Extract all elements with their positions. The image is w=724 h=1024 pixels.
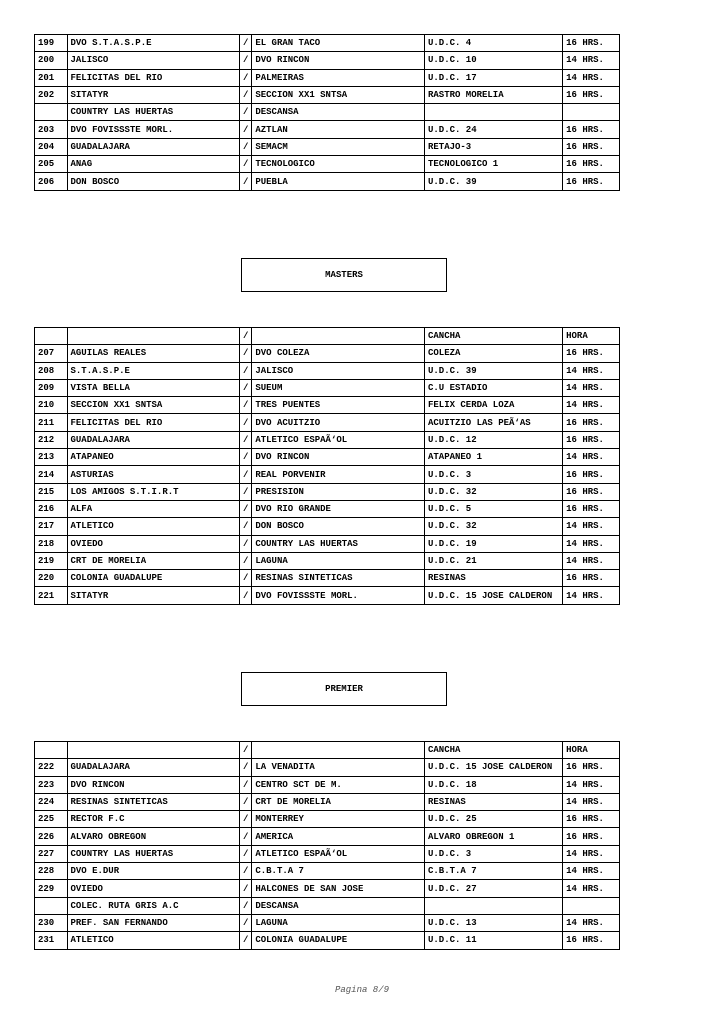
kickoff-time: HORA xyxy=(563,328,620,345)
away-team: CRT DE MORELIA xyxy=(252,793,425,810)
match-number: 218 xyxy=(35,535,68,552)
table-row xyxy=(35,776,620,793)
versus-separator: / xyxy=(240,104,252,121)
kickoff-time: 16 HRS. xyxy=(563,431,620,448)
versus-separator: / xyxy=(240,345,252,362)
venue xyxy=(425,897,563,914)
table-row xyxy=(35,138,620,155)
match-number xyxy=(35,897,68,914)
versus-separator: / xyxy=(240,362,252,379)
kickoff-time: 14 HRS. xyxy=(563,863,620,880)
versus-separator: / xyxy=(240,414,252,431)
table-row xyxy=(35,793,620,810)
table-row xyxy=(35,173,620,190)
match-number: 215 xyxy=(35,483,68,500)
table-row xyxy=(35,587,620,604)
versus-separator: / xyxy=(240,863,252,880)
match-number: 213 xyxy=(35,449,68,466)
away-team: DESCANSA xyxy=(252,104,425,121)
away-team: JALISCO xyxy=(252,362,425,379)
versus-separator: / xyxy=(240,500,252,517)
venue: U.D.C. 3 xyxy=(425,845,563,862)
table-row xyxy=(35,397,620,414)
home-team: ATAPANEO xyxy=(67,449,240,466)
versus-separator: / xyxy=(240,69,252,86)
match-number xyxy=(35,104,68,121)
match-number: 199 xyxy=(35,35,68,52)
table-row xyxy=(35,500,620,517)
table-row xyxy=(35,345,620,362)
versus-separator: / xyxy=(240,121,252,138)
away-team xyxy=(252,742,425,759)
venue: U.D.C. 24 xyxy=(425,121,563,138)
home-team: DVO E.DUR xyxy=(67,863,240,880)
versus-separator: / xyxy=(240,173,252,190)
table-row xyxy=(35,880,620,897)
kickoff-time xyxy=(563,104,620,121)
home-team: OVIEDO xyxy=(67,535,240,552)
table-row xyxy=(35,570,620,587)
away-team: DVO RINCON xyxy=(252,52,425,69)
away-team: AZTLAN xyxy=(252,121,425,138)
venue: U.D.C. 3 xyxy=(425,466,563,483)
home-team: CRT DE MORELIA xyxy=(67,552,240,569)
kickoff-time: 16 HRS. xyxy=(563,828,620,845)
venue: U.D.C. 5 xyxy=(425,500,563,517)
table-row xyxy=(35,379,620,396)
venue: CANCHA xyxy=(425,742,563,759)
kickoff-time: 16 HRS. xyxy=(563,414,620,431)
versus-separator: / xyxy=(240,156,252,173)
match-number: 211 xyxy=(35,414,68,431)
venue: FELIX CERDA LOZA xyxy=(425,397,563,414)
match-number: 222 xyxy=(35,759,68,776)
kickoff-time: 14 HRS. xyxy=(563,793,620,810)
away-team: CENTRO SCT DE M. xyxy=(252,776,425,793)
home-team: SECCION XX1 SNTSA xyxy=(67,397,240,414)
kickoff-time: 16 HRS. xyxy=(563,121,620,138)
kickoff-time: 16 HRS. xyxy=(563,138,620,155)
away-team: LAGUNA xyxy=(252,914,425,931)
away-team: EL GRAN TACO xyxy=(252,35,425,52)
venue: U.D.C. 11 xyxy=(425,932,563,949)
home-team: COUNTRY LAS HUERTAS xyxy=(67,845,240,862)
versus-separator: / xyxy=(240,932,252,949)
home-team: AGUILAS REALES xyxy=(67,345,240,362)
away-team: SUEUM xyxy=(252,379,425,396)
table-row xyxy=(35,897,620,914)
venue: U.D.C. 39 xyxy=(425,173,563,190)
home-team: DON BOSCO xyxy=(67,173,240,190)
versus-separator: / xyxy=(240,86,252,103)
home-team: ATLETICO xyxy=(67,518,240,535)
kickoff-time: 14 HRS. xyxy=(563,880,620,897)
home-team: RECTOR F.C xyxy=(67,811,240,828)
venue: ATAPANEO 1 xyxy=(425,449,563,466)
away-team xyxy=(252,328,425,345)
match-number: 210 xyxy=(35,397,68,414)
match-number: 217 xyxy=(35,518,68,535)
table-row xyxy=(35,535,620,552)
kickoff-time xyxy=(563,897,620,914)
venue: U.D.C. 21 xyxy=(425,552,563,569)
venue: U.D.C. 15 JOSE CALDERON xyxy=(425,759,563,776)
match-number: 200 xyxy=(35,52,68,69)
table-row xyxy=(35,414,620,431)
table-row xyxy=(35,449,620,466)
versus-separator: / xyxy=(240,138,252,155)
versus-separator: / xyxy=(240,449,252,466)
away-team: COLONIA GUADALUPE xyxy=(252,932,425,949)
home-team: ANAG xyxy=(67,156,240,173)
versus-separator: / xyxy=(240,379,252,396)
away-team: ATLETICO ESPAÃ‘OL xyxy=(252,431,425,448)
match-number: 230 xyxy=(35,914,68,931)
away-team: LA VENADITA xyxy=(252,759,425,776)
home-team: COUNTRY LAS HUERTAS xyxy=(67,104,240,121)
home-team: COLONIA GUADALUPE xyxy=(67,570,240,587)
away-team: DVO RIO GRANDE xyxy=(252,500,425,517)
away-team: DON BOSCO xyxy=(252,518,425,535)
away-team: DESCANSA xyxy=(252,897,425,914)
venue: ALVARO OBREGON 1 xyxy=(425,828,563,845)
page-number: Pagina 8/9 xyxy=(334,985,389,995)
match-number: 228 xyxy=(35,863,68,880)
venue: COLEZA xyxy=(425,345,563,362)
table-row xyxy=(35,431,620,448)
home-team: SITATYR xyxy=(67,86,240,103)
kickoff-time: 14 HRS. xyxy=(563,914,620,931)
kickoff-time: 14 HRS. xyxy=(563,535,620,552)
away-team: TRES PUENTES xyxy=(252,397,425,414)
table-row xyxy=(35,811,620,828)
away-team: SEMACM xyxy=(252,138,425,155)
kickoff-time: 16 HRS. xyxy=(563,35,620,52)
match-number: 223 xyxy=(35,776,68,793)
table-row xyxy=(35,518,620,535)
venue: RESINAS xyxy=(425,570,563,587)
versus-separator: / xyxy=(240,35,252,52)
kickoff-time: 14 HRS. xyxy=(563,379,620,396)
schedule-table-masters xyxy=(34,327,620,605)
versus-separator: / xyxy=(240,742,252,759)
table-header-row xyxy=(35,742,620,759)
schedule-table-1 xyxy=(34,34,620,191)
match-number: 219 xyxy=(35,552,68,569)
versus-separator: / xyxy=(240,914,252,931)
table-row xyxy=(35,121,620,138)
kickoff-time: 14 HRS. xyxy=(563,587,620,604)
match-number: 209 xyxy=(35,379,68,396)
versus-separator: / xyxy=(240,431,252,448)
versus-separator: / xyxy=(240,518,252,535)
versus-separator: / xyxy=(240,466,252,483)
away-team: DVO RINCON xyxy=(252,449,425,466)
away-team: SECCION XX1 SNTSA xyxy=(252,86,425,103)
kickoff-time: 14 HRS. xyxy=(563,397,620,414)
table-row xyxy=(35,914,620,931)
table-row xyxy=(35,104,620,121)
home-team: GUADALAJARA xyxy=(67,759,240,776)
home-team xyxy=(67,742,240,759)
venue: C.B.T.A 7 xyxy=(425,863,563,880)
venue: U.D.C. 4 xyxy=(425,35,563,52)
section-title-masters: MASTERS xyxy=(241,258,447,292)
versus-separator: / xyxy=(240,880,252,897)
venue: U.D.C. 39 xyxy=(425,362,563,379)
home-team: SITATYR xyxy=(67,587,240,604)
away-team: RESINAS SINTETICAS xyxy=(252,570,425,587)
venue: RETAJO-3 xyxy=(425,138,563,155)
home-team: VISTA BELLA xyxy=(67,379,240,396)
kickoff-time: 16 HRS. xyxy=(563,156,620,173)
table-row xyxy=(35,362,620,379)
table-row xyxy=(35,52,620,69)
table-row xyxy=(35,483,620,500)
kickoff-time: 14 HRS. xyxy=(563,52,620,69)
match-number xyxy=(35,328,68,345)
kickoff-time: 16 HRS. xyxy=(563,500,620,517)
away-team: LAGUNA xyxy=(252,552,425,569)
venue: U.D.C. 10 xyxy=(425,52,563,69)
venue: U.D.C. 25 xyxy=(425,811,563,828)
table-row xyxy=(35,86,620,103)
venue: RASTRO MORELIA xyxy=(425,86,563,103)
versus-separator: / xyxy=(240,397,252,414)
kickoff-time: HORA xyxy=(563,742,620,759)
home-team: FELICITAS DEL RIO xyxy=(67,69,240,86)
away-team: PRESISION xyxy=(252,483,425,500)
match-number xyxy=(35,742,68,759)
home-team: ALVARO OBREGON xyxy=(67,828,240,845)
kickoff-time: 16 HRS. xyxy=(563,345,620,362)
home-team: GUADALAJARA xyxy=(67,431,240,448)
venue: U.D.C. 18 xyxy=(425,776,563,793)
match-number: 204 xyxy=(35,138,68,155)
away-team: AMERICA xyxy=(252,828,425,845)
kickoff-time: 14 HRS. xyxy=(563,518,620,535)
match-number: 206 xyxy=(35,173,68,190)
kickoff-time: 16 HRS. xyxy=(563,759,620,776)
away-team: COUNTRY LAS HUERTAS xyxy=(252,535,425,552)
table-header-row xyxy=(35,328,620,345)
venue: U.D.C. 32 xyxy=(425,518,563,535)
home-team: COLEC. RUTA GRIS A.C xyxy=(67,897,240,914)
away-team: DVO ACUITZIO xyxy=(252,414,425,431)
versus-separator: / xyxy=(240,828,252,845)
venue: C.U ESTADIO xyxy=(425,379,563,396)
table-row xyxy=(35,466,620,483)
away-team: ATLETICO ESPAÃ‘OL xyxy=(252,845,425,862)
home-team: DVO S.T.A.S.P.E xyxy=(67,35,240,52)
venue: RESINAS xyxy=(425,793,563,810)
match-number: 227 xyxy=(35,845,68,862)
match-number: 229 xyxy=(35,880,68,897)
versus-separator: / xyxy=(240,776,252,793)
match-number: 207 xyxy=(35,345,68,362)
kickoff-time: 14 HRS. xyxy=(563,845,620,862)
table-row xyxy=(35,156,620,173)
table-row xyxy=(35,552,620,569)
away-team: C.B.T.A 7 xyxy=(252,863,425,880)
match-number: 212 xyxy=(35,431,68,448)
kickoff-time: 16 HRS. xyxy=(563,173,620,190)
versus-separator: / xyxy=(240,483,252,500)
match-number: 205 xyxy=(35,156,68,173)
away-team: DVO COLEZA xyxy=(252,345,425,362)
venue: U.D.C. 27 xyxy=(425,880,563,897)
table-row xyxy=(35,845,620,862)
home-team: DVO RINCON xyxy=(67,776,240,793)
table-row xyxy=(35,932,620,949)
versus-separator: / xyxy=(240,570,252,587)
venue: U.D.C. 13 xyxy=(425,914,563,931)
table-row xyxy=(35,35,620,52)
kickoff-time: 16 HRS. xyxy=(563,483,620,500)
match-number: 221 xyxy=(35,587,68,604)
table-row xyxy=(35,69,620,86)
match-number: 208 xyxy=(35,362,68,379)
section-title-premier: PREMIER xyxy=(241,672,447,706)
kickoff-time: 14 HRS. xyxy=(563,449,620,466)
versus-separator: / xyxy=(240,552,252,569)
kickoff-time: 16 HRS. xyxy=(563,932,620,949)
home-team: S.T.A.S.P.E xyxy=(67,362,240,379)
venue: U.D.C. 12 xyxy=(425,431,563,448)
versus-separator: / xyxy=(240,811,252,828)
home-team: LOS AMIGOS S.T.I.R.T xyxy=(67,483,240,500)
match-number: 220 xyxy=(35,570,68,587)
match-number: 201 xyxy=(35,69,68,86)
table-row xyxy=(35,828,620,845)
kickoff-time: 16 HRS. xyxy=(563,570,620,587)
kickoff-time: 16 HRS. xyxy=(563,86,620,103)
versus-separator: / xyxy=(240,845,252,862)
kickoff-time: 16 HRS. xyxy=(563,811,620,828)
venue: CANCHA xyxy=(425,328,563,345)
match-number: 225 xyxy=(35,811,68,828)
versus-separator: / xyxy=(240,535,252,552)
away-team: PUEBLA xyxy=(252,173,425,190)
match-number: 203 xyxy=(35,121,68,138)
home-team: OVIEDO xyxy=(67,880,240,897)
away-team: DVO FOVISSSTE MORL. xyxy=(252,587,425,604)
versus-separator: / xyxy=(240,587,252,604)
match-number: 214 xyxy=(35,466,68,483)
venue: U.D.C. 15 JOSE CALDERON xyxy=(425,587,563,604)
match-number: 216 xyxy=(35,500,68,517)
away-team: HALCONES DE SAN JOSE xyxy=(252,880,425,897)
kickoff-time: 14 HRS. xyxy=(563,776,620,793)
home-team: FELICITAS DEL RIO xyxy=(67,414,240,431)
versus-separator: / xyxy=(240,759,252,776)
away-team: MONTERREY xyxy=(252,811,425,828)
versus-separator: / xyxy=(240,897,252,914)
home-team: RESINAS SINTETICAS xyxy=(67,793,240,810)
table-row xyxy=(35,759,620,776)
home-team: GUADALAJARA xyxy=(67,138,240,155)
match-number: 231 xyxy=(35,932,68,949)
home-team: ALFA xyxy=(67,500,240,517)
venue: U.D.C. 19 xyxy=(425,535,563,552)
away-team: REAL PORVENIR xyxy=(252,466,425,483)
match-number: 202 xyxy=(35,86,68,103)
venue: U.D.C. 17 xyxy=(425,69,563,86)
match-number: 226 xyxy=(35,828,68,845)
table-row xyxy=(35,863,620,880)
away-team: TECNOLOGICO xyxy=(252,156,425,173)
home-team: PREF. SAN FERNANDO xyxy=(67,914,240,931)
home-team: DVO FOVISSSTE MORL. xyxy=(67,121,240,138)
kickoff-time: 16 HRS. xyxy=(563,466,620,483)
venue xyxy=(425,104,563,121)
kickoff-time: 14 HRS. xyxy=(563,552,620,569)
kickoff-time: 14 HRS. xyxy=(563,69,620,86)
home-team: JALISCO xyxy=(67,52,240,69)
home-team xyxy=(67,328,240,345)
match-number: 224 xyxy=(35,793,68,810)
away-team: PALMEIRAS xyxy=(252,69,425,86)
schedule-table-premier xyxy=(34,741,620,950)
versus-separator: / xyxy=(240,52,252,69)
home-team: ASTURIAS xyxy=(67,466,240,483)
home-team: ATLETICO xyxy=(67,932,240,949)
versus-separator: / xyxy=(240,328,252,345)
venue: ACUITZIO LAS PEÃ‘AS xyxy=(425,414,563,431)
kickoff-time: 14 HRS. xyxy=(563,362,620,379)
venue: TECNOLOGICO 1 xyxy=(425,156,563,173)
venue: U.D.C. 32 xyxy=(425,483,563,500)
versus-separator: / xyxy=(240,793,252,810)
